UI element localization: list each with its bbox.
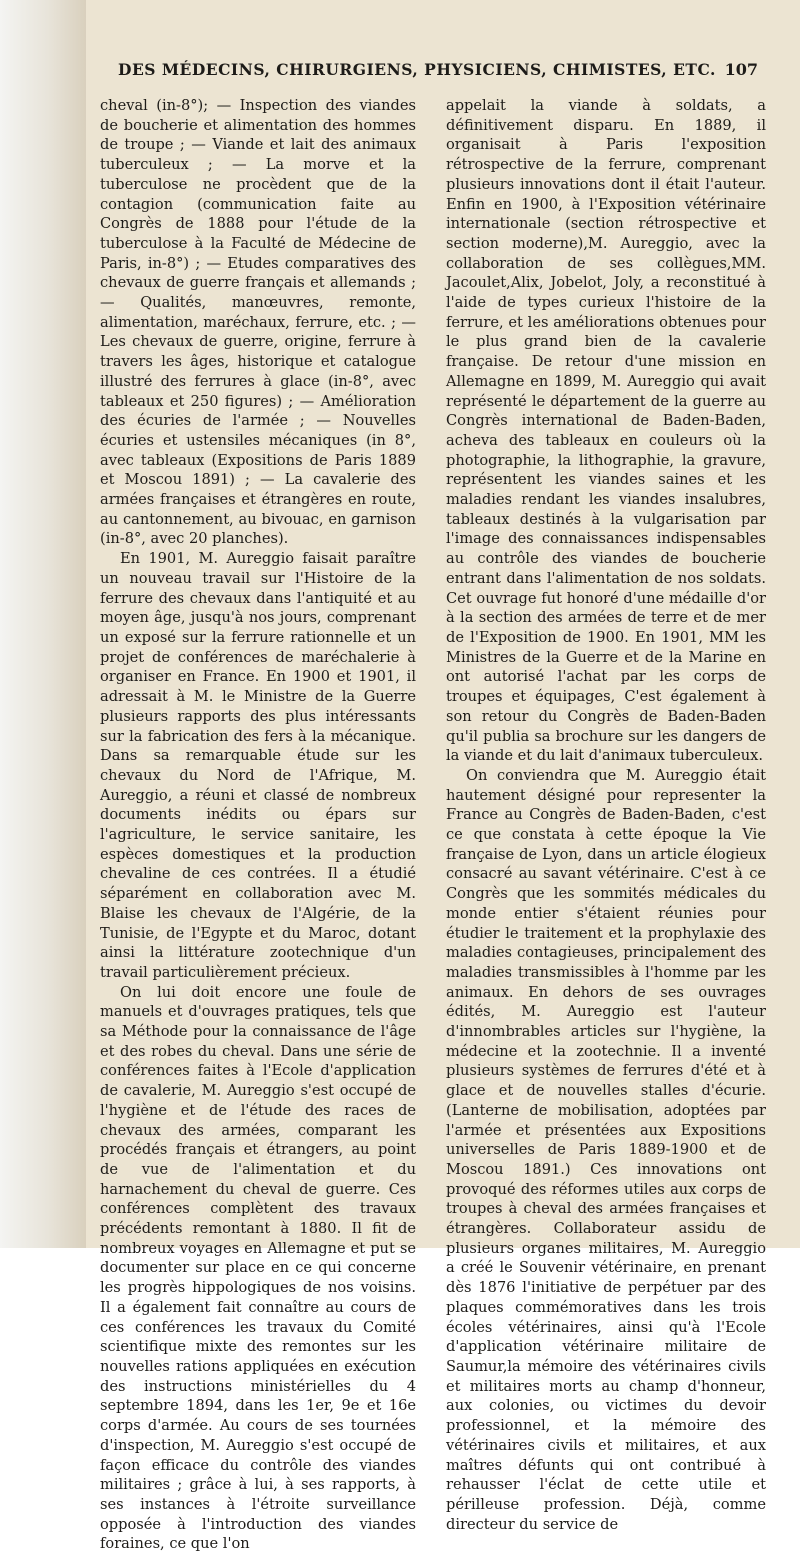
page-number: 107 [724,60,758,79]
running-head [118,60,758,90]
paragraph: On conviendra que M. Aureggio était hautement désigné pour representer la France au Congrès de Baden-Baden, c'est ce que constata à cette époque la Vie française de Lyon, dans un article élogieux consacré au savant vétérinaire. C'est à ce Congrès que les sommités médicales du monde entier s'étaient réunies pour étudier le traitement et la prophylaxie des maladies contagieuses, principalement des maladies transmissibles à l'homme par les animaux. En dehors de ses ouvrages édités, M. Aureggio est l'auteur d'innombrables articles sur l'hygiène, la médecine et la zootechnie. Il a inventé plusieurs systèmes de ferrures d'été et à glace et de nouvelles stalles d'écurie. (Lanterne de mobilisation, adoptées par l'armée et présentées aux Expositions universelles de Paris 1889-1900 et de Moscou 1891.) Ces innovations ont provoqué des réformes utiles aux corps de troupes à cheval des armées françaises et étrangères. Collaborateur assidu de plusieurs organes militaires, M. Aureggio a créé le Souvenir vétérinaire, en prenant dès 1876 l'initiative de perpétuer par des plaques commémoratives dans les trois écoles vétérinaires, ainsi qu'à l'Ecole d'application vétérinaire militaire de Saumur,la mémoire des vétérinaires civils et militaires morts au champ d'honneur, aux colonies, ou victimes du devoir professionnel, et la mémoire des vétérinaires civils et militaires, et aux maîtres défunts qui ont contribué à rehausser l'éclat de cette utile et périlleuse profession. Déjà, comme directeur du service de [446,766,766,1533]
left-column [100,96,416,1554]
right-column [446,96,766,1534]
running-title: DES MÉDECINS, CHIRURGIENS, PHYSICIENS, CHIMISTES, ETC. [118,60,716,79]
page-margin-shadow [0,0,86,1248]
paragraph: On lui doit encore une foule de manuels et d'ouvrages pratiques, tels que sa Méthode pour la connaissance de l'âge et des robes du cheval. Dans une série de conférences faites à l'Ecole d'application de cavalerie, M. Aureggio s'est occupé de l'hygiène et de l'étude des races de chevaux des armées, comparant les procédés français et étrangers, au point de vue de l'alimentation et du harnachement du cheval de guerre. Ces conférences complètent des travaux précédents remontant à 1880. Il fit de nombreux voyages en Allemagne et put se documenter sur place en ce qui concerne les progrès hippologiques de nos voisins. Il a également fait connaître au cours de ces conférences les travaux du Comité scientifique mixte des remontes sur les nouvelles rations appliquées en exécution des instructions ministérielles du 4 septembre 1894, dans les 1er, 9e et 16e corps d'armée. Au cours de ses tournées d'inspection, M. Aureggio s'est occupé de façon efficace du contrôle des viandes militaires ; grâce à lui, à ses rapports, à ses instances à l'étroite surveillance opposée à l'introduction des viandes foraines, ce que l'on [100,983,416,1553]
paragraph: En 1901, M. Aureggio faisait paraître un nouveau travail sur l'Histoire de la ferrure des chevaux dans l'antiquité et au moyen âge, jusqu'à nos jours, comprenant un exposé sur la ferrure rationnelle et un projet de conférences de maréchalerie à organiser en France. En 1900 et 1901, il adressait à M. le Ministre de la Guerre plusieurs rapports des plus intéressants sur la fabrication des fers à la mécanique. Dans sa remarquable étude sur les chevaux du Nord de l'Afrique, M. Aureggio, a réuni et classé de nombreux documents inédits ou épars sur l'agriculture, le service sanitaire, les espèces domestiques et la production chevaline de ces contrées. Il a étudié séparément en collaboration avec M. Blaise les chevaux de l'Algérie, de la Tunisie, de l'Egypte et du Maroc, dotant ainsi la littérature zootechnique d'un travail particulièrement précieux. [100,550,416,981]
paragraph: cheval (in-8°); — Inspection des viandes de boucherie et alimentation des hommes de troupe ; — Viande et lait des animaux tuberculeux ; — La morve et la tuberculose ne procèdent que de la contagion (communication faite au Congrès de 1888 pour l'étude de la tuberculose à la Faculté de Médecine de Paris, in-8°) ; — Etudes comparatives des chevaux de guerre français et allemands ; — Qualités, manœuvres, remonte, alimentation, maréchaux, ferrure, etc. ; — Les chevaux de guerre, origine, ferrure à travers les âges, historique et catalogue illustré des ferrures à glace (in-8°, avec tableaux et 250 figures) ; — Amélioration des écuries de l'armée ; — Nouvelles écuries et ustensiles mécaniques (in 8°, avec tableaux (Expositions de Paris 1889 et Moscou 1891) ; — La cavalerie des armées françaises et étrangères en route, au cantonnement, au bivouac, en garnison (in-8°, avec 20 planches). [100,97,416,548]
paragraph: appelait la viande à soldats, a définitivement disparu. En 1889, il organisait à Paris l'exposition rétrospective de la ferrure, comprenant plusieurs innovations dont il était l'auteur. Enfin en 1900, à l'Exposition vétérinaire internationale (section rétrospective et section moderne),M. Aureggio, avec la collaboration de ses collègues,MM. Jacoulet,Alix, Jobelot, Joly, a reconstitué à l'aide de types curieux l'histoire de la ferrure, et les améliorations obtenues pour le plus grand bien de la cavalerie française. De retour d'une mission en Allemagne en 1899, M. Aureggio qui avait représenté le département de la guerre au Congrès international de Baden-Baden, acheva des tableaux en couleurs où la photographie, la lithographie, la gravure, représentent les viandes saines et les maladies rendant les viandes insalubres, tableaux destinés à la vulgarisation par l'image des connaissances indispensables au contrôle des viandes de boucherie entrant dans l'alimentation de nos soldats. Cet ouvrage fut honoré d'une médaille d'or à la section des armées de terre et de mer de l'Exposition de 1900. En 1901, MM les Ministres de la Guerre et de la Marine en ont autorisé l'achat par les corps de troupes et équipages, C'est également à son retour du Congrès de Baden-Baden qu'il publia sa brochure sur les dangers de la viande et du lait d'animaux tuberculeux. [446,97,766,765]
